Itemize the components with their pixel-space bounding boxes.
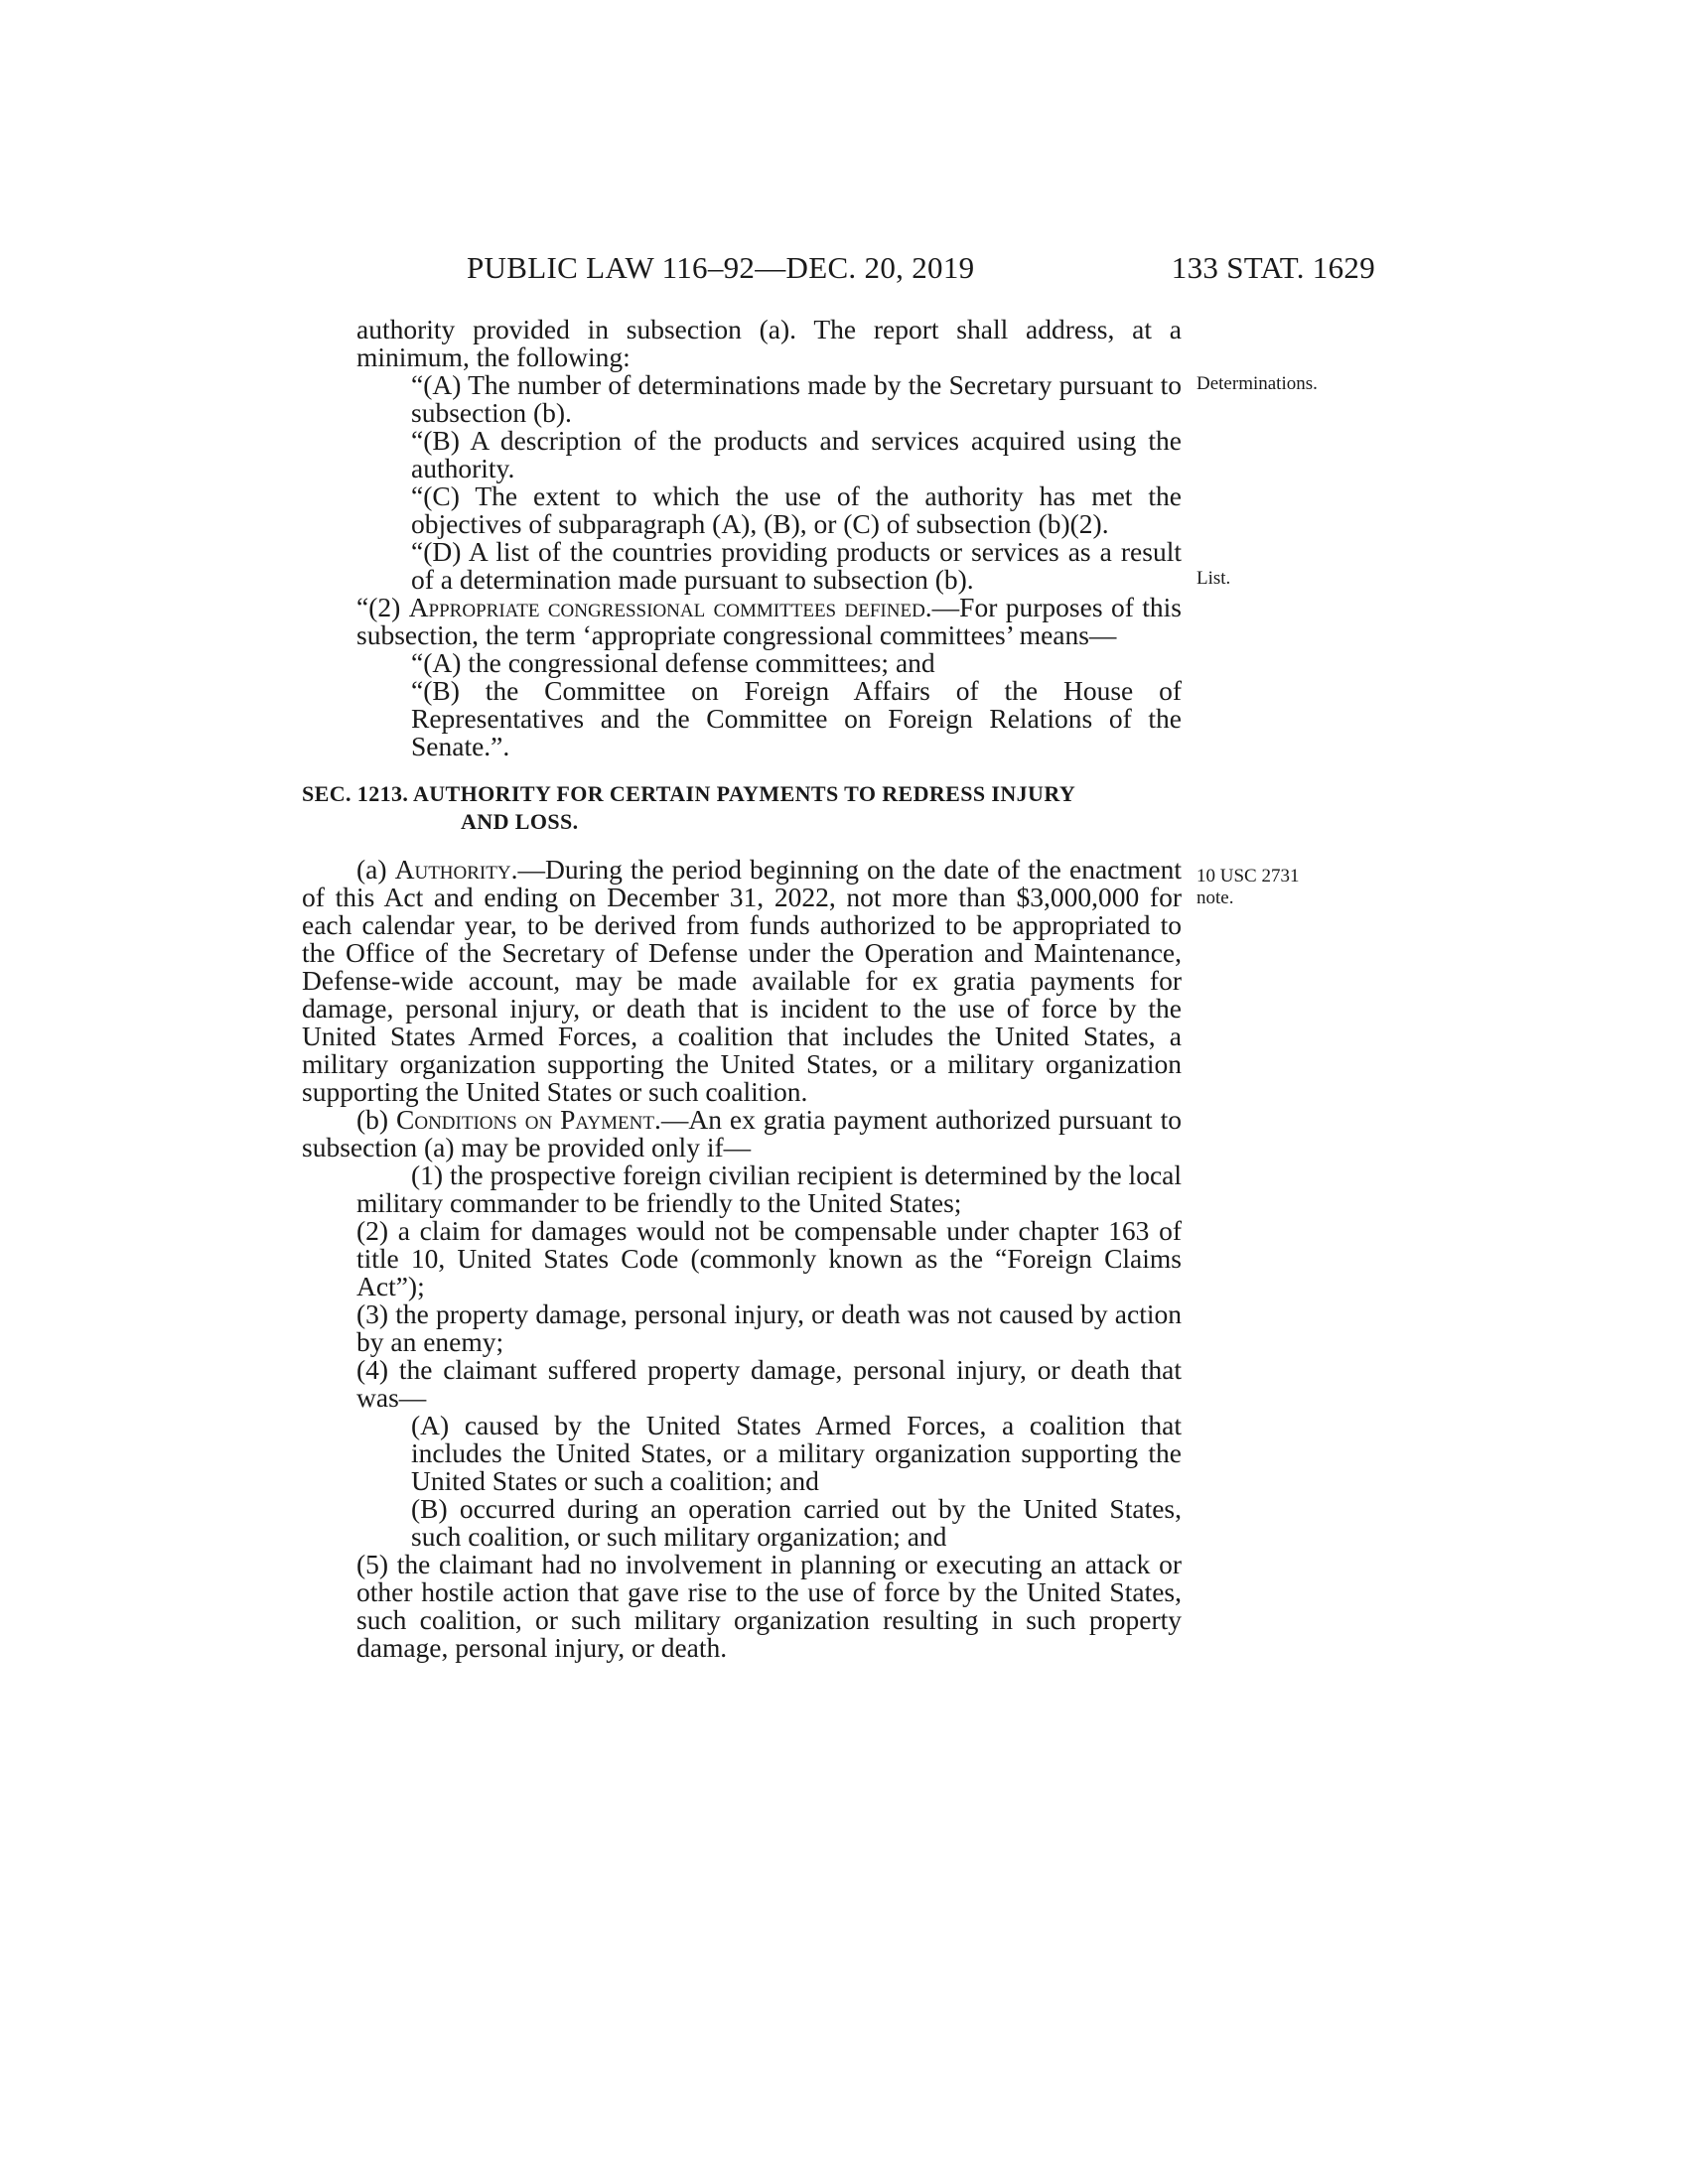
running-header-page-ref: 133 STAT. 1629 [1171, 250, 1375, 285]
condition-5: (5) the claimant had no involvement in planning or executing an attack or other hostile action that gave rise to the use of force by the United States, such coalition, or such military organization resulting in such property damage, personal injury, or death. [356, 1549, 1182, 1663]
margin-note-determinations: Determinations. [1196, 373, 1318, 394]
margin-note-usc-line1: 10 USC 2731 [1196, 866, 1300, 887]
paragraph-2-text: —For purposes of this subsection, the term ‘appropriate congressional committees’ means— [356, 592, 1182, 650]
condition-2: (2) a claim for damages would not be compensable under chapter 163 of title 10, United States Code (commonly known as the “Foreign Claims Act”); [356, 1215, 1182, 1301]
subsection-a-authority [302, 856, 1182, 1106]
running-header-title: PUBLIC LAW 116–92—DEC. 20, 2019 [467, 250, 975, 285]
paragraph-2A-defense-committees: “(A) the congressional defense committees; and [411, 647, 935, 678]
paragraph-A-text: “(A) The number of determinations made by the Secretary pursuant to subsection (b). [411, 369, 1182, 428]
section-heading-line1: SEC. 1213. AUTHORITY FOR CERTAIN PAYMENTS TO REDRESS INJURY [302, 781, 1076, 806]
subsection-b-prefix: (b) [356, 1104, 397, 1135]
margin-note-usc [1196, 866, 1299, 909]
condition-3: (3) the property damage, personal injury, or death was not caused by action by an enemy; [356, 1298, 1182, 1357]
paragraph-C-extent: “(C) The extent to which the use of the authority has met the objectives of subparagraph (A), (B), or (C) of subsection (b)(2). [411, 480, 1182, 539]
paragraph-D-list: “(D) A list of the countries providing products or services as a result of a determination made pursuant to subsection (b). [411, 536, 1182, 595]
margin-note-list: List. [1196, 568, 1231, 589]
subsection-b-heading: Conditions on Payment. [396, 1104, 661, 1135]
condition-1: (1) the prospective foreign civilian recipient is determined by the local military commander to be friendly to the United States; [356, 1160, 1182, 1218]
document-body [302, 316, 1182, 1662]
section-1213-heading [302, 780, 1182, 836]
paragraph-2B-foreign-committees: “(B) the Committee on Foreign Affairs of the House of Representatives and the Committee on Foreign Relations of the Senate.”. [411, 675, 1182, 761]
paragraph-2-prefix: “(2) [356, 592, 409, 622]
condition-4B: (B) occurred during an operation carried out by the United States, such coalition, or such military organization; and [411, 1493, 1182, 1552]
subsection-b-conditions [302, 1106, 1182, 1161]
subsection-a-prefix: (a) [356, 854, 395, 885]
paragraph-B-description: “(B) A description of the products and services acquired using the authority. [411, 425, 1182, 483]
section-heading-line2: AND LOSS. [461, 809, 579, 834]
paragraph-2-heading: Appropriate congressional committees defined. [408, 592, 932, 622]
paragraph-2-committees-defined [302, 594, 1182, 649]
paragraph-report-intro: authority provided in subsection (a). The report shall address, at a minimum, the following: [356, 314, 1182, 372]
subsection-b-text: —An ex gratia payment authorized pursuant to subsection (a) may be provided only if— [302, 1104, 1182, 1162]
subsection-a-heading: Authority. [394, 854, 518, 885]
condition-4A: (A) caused by the United States Armed Forces, a coalition that includes the United States, or a military organization supporting the United States or such a coalition; and [411, 1410, 1182, 1496]
condition-4: (4) the claimant suffered property damage, personal injury, or death that was— [356, 1354, 1182, 1413]
paragraph-A-determinations [302, 371, 1182, 427]
margin-note-usc-line2: note. [1196, 887, 1234, 908]
subsection-a-text: —During the period beginning on the date of the enactment of this Act and ending on December 31, 2022, not more than $3,000,000 for each calendar year, to be derived from funds authorized to be appropriated to the Office of the Secretary of Defense under the Operation and Maintenance, Defense-wide account, may be made available for ex gratia payments for damage, personal injury, or death that is incident to the use of force by the United States Armed Forces, a coalition that includes the United States, a military organization supporting the United States, or a military organization supporting the United States or such coalition. [302, 854, 1182, 1107]
